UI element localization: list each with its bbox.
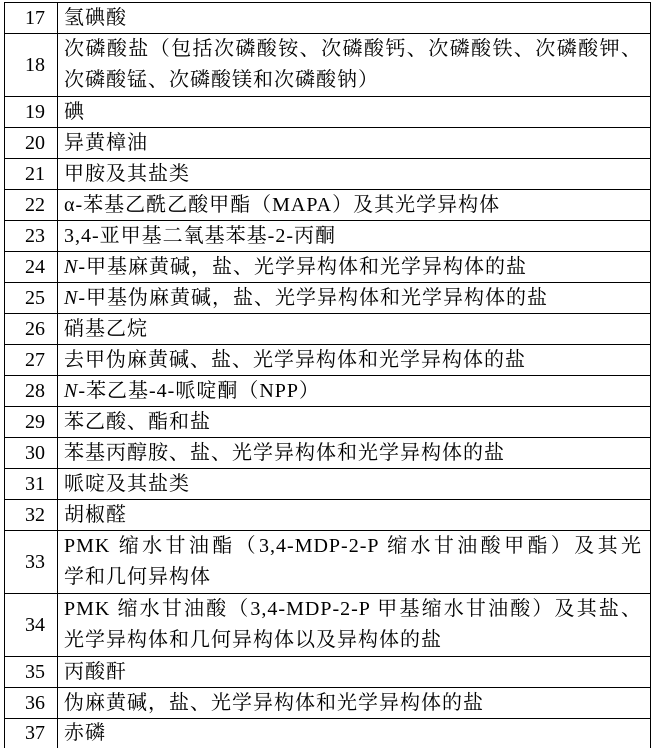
table-row xyxy=(5,128,650,159)
substance-name: 赤磷 xyxy=(64,722,106,744)
substance-name xyxy=(58,252,650,282)
substance-name: 苯乙酸、酯和盐 xyxy=(64,411,211,433)
row-number: 22 xyxy=(5,190,58,220)
substance-name-line-1: PMK 缩水甘油酸（3,4-MDP-2-P 甲基缩水甘油酸）及其盐、 xyxy=(64,598,642,620)
row-number: 24 xyxy=(5,252,58,282)
substance-name: 异黄樟油 xyxy=(64,132,148,154)
substance-name: 去甲伪麻黄碱、盐、光学异构体和光学异构体的盐 xyxy=(64,349,526,371)
row-number: 29 xyxy=(5,407,58,437)
substance-name: 甲胺及其盐类 xyxy=(64,163,190,185)
substance-name: 哌啶及其盐类 xyxy=(64,473,190,495)
row-number: 21 xyxy=(5,159,58,189)
row-number: 33 xyxy=(5,531,58,593)
substance-name-line-1: PMK 缩水甘油酯（3,4-MDP-2-P 缩水甘油酸甲酯）及其光 xyxy=(64,535,642,557)
substance-name xyxy=(58,594,650,656)
substance-name-line-2: 光学异构体和几何异构体以及异构体的盐 xyxy=(64,629,442,651)
table-row xyxy=(5,190,650,221)
table-row xyxy=(5,3,650,34)
table-row xyxy=(5,500,650,531)
table-row xyxy=(5,407,650,438)
substance-name-line-1: 次磷酸盐（包括次磷酸铵、次磷酸钙、次磷酸铁、次磷酸钾、 xyxy=(64,38,642,60)
table-row xyxy=(5,657,650,688)
row-number: 27 xyxy=(5,345,58,375)
table-row xyxy=(5,469,650,500)
table-row xyxy=(5,34,650,97)
table-row xyxy=(5,438,650,469)
substance-name-line-2: 学和几何异构体 xyxy=(64,566,211,588)
table-row xyxy=(5,252,650,283)
table-row xyxy=(5,345,650,376)
row-number: 19 xyxy=(5,97,58,127)
italic-prefix: N xyxy=(64,287,79,309)
row-number: 35 xyxy=(5,657,58,687)
row-number: 32 xyxy=(5,500,58,530)
substance-name: 丙酸酐 xyxy=(64,661,127,683)
italic-prefix: N xyxy=(64,380,79,402)
substance-name xyxy=(58,34,650,96)
row-number: 34 xyxy=(5,594,58,656)
table-row xyxy=(5,376,650,407)
row-number: 17 xyxy=(5,3,58,33)
row-number: 26 xyxy=(5,314,58,344)
substance-name-rest: -苯乙基-4-哌啶酮（NPP） xyxy=(78,380,321,402)
table-row xyxy=(5,688,650,719)
table-row xyxy=(5,531,650,594)
substance-name xyxy=(58,283,650,313)
substance-name xyxy=(58,531,650,593)
row-number: 25 xyxy=(5,283,58,313)
substance-name: 苯基丙醇胺、盐、光学异构体和光学异构体的盐 xyxy=(64,442,505,464)
substance-name: 硝基乙烷 xyxy=(64,318,148,340)
substance-name-rest: -甲基伪麻黄碱，盐、光学异构体和光学异构体的盐 xyxy=(78,287,549,309)
substance-name: 胡椒醛 xyxy=(64,504,127,526)
substance-name-rest: -甲基麻黄碱，盐、光学异构体和光学异构体的盐 xyxy=(78,256,528,278)
row-number: 30 xyxy=(5,438,58,468)
substance-name: 伪麻黄碱，盐、光学异构体和光学异构体的盐 xyxy=(64,692,484,714)
table-row xyxy=(5,594,650,657)
substance-name-line-2: 次磷酸锰、次磷酸镁和次磷酸钠） xyxy=(64,69,379,91)
substance-name: 碘 xyxy=(64,101,85,123)
table-row xyxy=(5,97,650,128)
row-number: 36 xyxy=(5,688,58,718)
substance-name: α-苯基乙酰乙酸甲酯（MAPA）及其光学异构体 xyxy=(64,194,501,216)
table-row xyxy=(5,719,650,748)
row-number: 28 xyxy=(5,376,58,406)
table-row xyxy=(5,314,650,345)
italic-prefix: N xyxy=(64,256,79,278)
substance-name: 3,4-亚甲基二氧基苯基-2-丙酮 xyxy=(64,225,336,247)
table-row xyxy=(5,283,650,314)
row-number: 37 xyxy=(5,719,58,748)
substance-name xyxy=(58,376,650,406)
row-number: 18 xyxy=(5,34,58,96)
table-row xyxy=(5,159,650,190)
row-number: 23 xyxy=(5,221,58,251)
precursor-chemicals-table xyxy=(4,2,651,748)
substance-name: 氢碘酸 xyxy=(64,7,127,29)
row-number: 20 xyxy=(5,128,58,158)
row-number: 31 xyxy=(5,469,58,499)
table-row xyxy=(5,221,650,252)
